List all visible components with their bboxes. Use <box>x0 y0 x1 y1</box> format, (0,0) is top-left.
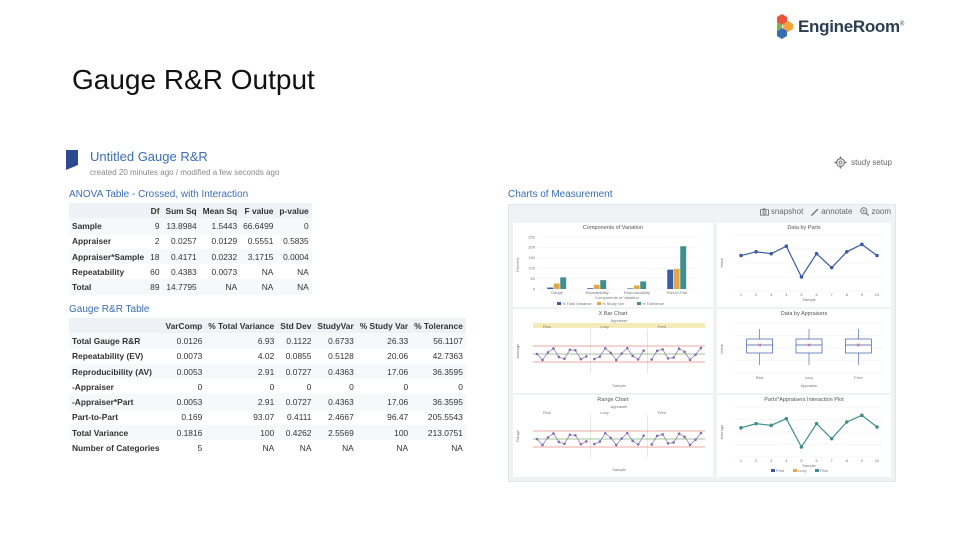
table-row <box>69 333 466 348</box>
table-cell: 96.47 <box>387 412 409 423</box>
y-tick-label: 150 <box>528 255 535 261</box>
table-cell: NA <box>299 443 312 454</box>
annotate-label: annotate <box>821 207 853 216</box>
data-point <box>875 425 879 429</box>
study-setup-label: study setup <box>851 158 892 167</box>
data-point <box>815 422 819 426</box>
table-cell: 1.5443 <box>200 218 240 233</box>
row-label: -Appraiser*Part <box>69 394 163 409</box>
slide-title: Gauge R&R Output <box>72 64 315 95</box>
table-cell: 60 <box>150 266 160 277</box>
table-cell: 2.5569 <box>314 425 356 440</box>
table-cell: 9 <box>147 218 162 233</box>
table-cell: 18 <box>147 249 162 264</box>
row-label: Sample <box>69 218 147 233</box>
interaction-plot-chart <box>717 395 891 477</box>
data-point <box>830 266 834 270</box>
bar <box>560 277 566 289</box>
group-label: Fred <box>657 410 666 415</box>
x-tick-label: Gauge <box>550 290 564 295</box>
y-axis-label: Average <box>719 424 724 440</box>
x-tick-label: Repeatability <box>585 290 609 295</box>
table-cell: 4.02 <box>257 351 275 362</box>
group-label: Rick <box>543 410 551 415</box>
table-row <box>69 249 312 264</box>
appraisers-plot <box>717 309 891 393</box>
row-label: Number of Categories <box>72 443 160 454</box>
x-axis-label: Sample <box>612 467 626 472</box>
appraiser-label: Appraiser <box>610 318 628 323</box>
group-label: Lucy <box>600 410 609 415</box>
x-tick-label: 9 <box>860 458 864 463</box>
y-tick-label: 200 <box>528 244 535 250</box>
table-row <box>69 410 466 425</box>
row-label: Appraiser <box>72 236 112 247</box>
logo-text: EngineRoom® <box>798 17 904 36</box>
table-cell: 20.06 <box>387 351 409 362</box>
snapshot-button[interactable] <box>760 207 803 216</box>
data-by-parts-chart <box>717 223 891 307</box>
row-label: Repeatability <box>72 266 125 277</box>
table-cell: NA <box>200 279 240 294</box>
chart-title: Parts*Appraisers Interaction Plot <box>764 397 844 403</box>
y-axis-label: Value <box>719 344 724 354</box>
data-point <box>769 424 773 428</box>
y-axis-label: Range <box>515 430 520 442</box>
bar <box>640 281 646 289</box>
bar <box>627 288 633 289</box>
table-cell: 14.7795 <box>162 279 199 294</box>
gauge-rr-app <box>66 146 894 482</box>
data-point <box>593 443 596 446</box>
table-row <box>69 279 312 294</box>
table-cell: 17.06 <box>357 394 411 409</box>
group-label: Fred <box>657 324 666 329</box>
x-tick-label: 3 <box>770 292 773 297</box>
y-tick-label: 100 <box>528 265 535 271</box>
table-cell: 2.91 <box>205 394 277 409</box>
legend-swatch <box>771 469 775 472</box>
x-tick-label: 4 <box>785 458 788 463</box>
charts-panel <box>508 204 896 482</box>
data-point <box>739 254 743 258</box>
row-label: Part-to-Part <box>72 412 119 423</box>
table-cell: 17.06 <box>357 364 411 379</box>
table-row <box>69 234 312 249</box>
table-cell: 0.4383 <box>171 266 197 277</box>
table-cell: 2 <box>154 236 160 247</box>
table-cell: 36.3595 <box>411 364 466 379</box>
table-cell: NA <box>276 279 311 294</box>
x-tick-label: 4 <box>785 292 788 297</box>
data-point <box>739 426 743 430</box>
mean-marker: × <box>806 342 812 350</box>
column-header: p-value <box>276 203 311 218</box>
table-cell: 100 <box>205 425 277 440</box>
table-row <box>69 264 312 279</box>
data-point <box>845 250 849 254</box>
data-point <box>754 422 758 426</box>
row-label: Appraiser*Sample <box>69 249 147 264</box>
table-cell: 0 <box>306 381 312 392</box>
charts-title: Charts of Measurement <box>508 189 613 200</box>
column-header: StudyVar <box>314 318 356 333</box>
x-tick-label: 7 <box>830 292 833 297</box>
x-tick-label: 5 <box>800 458 803 463</box>
table-cell: 0.0855 <box>285 351 312 362</box>
table-cell: 0.0257 <box>171 236 197 247</box>
x-tick-label: 8 <box>845 292 848 297</box>
legend-label: % Study Var <box>602 301 624 306</box>
x-bar-chart <box>513 309 713 393</box>
table-cell: 0 <box>276 218 311 233</box>
data-point <box>845 420 849 424</box>
series-line <box>741 415 877 447</box>
y-tick-label: 0 <box>532 286 535 292</box>
table-cell: 93.07 <box>253 412 275 423</box>
column-header <box>69 203 147 218</box>
table-cell: 66.6499 <box>240 218 276 233</box>
legend-swatch <box>793 469 797 472</box>
table-cell: 0.5128 <box>328 351 354 362</box>
table-cell: 0.6733 <box>314 333 356 348</box>
table-row <box>69 349 466 364</box>
y-axis-label: Percent <box>515 258 520 272</box>
column-header: % Total Variance <box>205 318 277 333</box>
table-cell: 0.5835 <box>283 236 309 247</box>
x-axis-label: Sample <box>802 297 816 302</box>
parts-plot <box>717 223 891 307</box>
table-cell: 13.8984 <box>162 218 199 233</box>
bar <box>587 288 593 289</box>
data-point <box>860 414 864 418</box>
row-label: Reproducibility (AV) <box>69 364 163 379</box>
data-point <box>785 417 789 421</box>
x-tick-label: 5 <box>800 292 803 297</box>
table-cell: 5 <box>197 443 203 454</box>
y-tick-label: 50 <box>530 275 535 281</box>
table-cell: 100 <box>357 425 411 440</box>
table-cell: NA <box>342 443 354 454</box>
legend-swatch <box>557 302 561 305</box>
study-flag-icon <box>66 150 78 170</box>
table-cell: 0.0727 <box>277 364 314 379</box>
x-tick-label: 10 <box>874 292 880 297</box>
table-cell: 0 <box>403 381 409 392</box>
legend-swatch <box>815 469 819 472</box>
pencil-icon <box>811 208 819 216</box>
column-header: Std Dev <box>277 318 314 333</box>
row-label: Total <box>69 279 147 294</box>
table-cell: 0.4171 <box>162 249 199 264</box>
data-point <box>769 252 773 256</box>
table-cell: NA <box>240 279 276 294</box>
x-tick-label: 2 <box>754 292 758 297</box>
table-cell: 36.3595 <box>411 394 466 409</box>
table-cell: 2.91 <box>205 364 277 379</box>
table-row <box>69 218 312 233</box>
table-cell: NA <box>451 443 463 454</box>
bar <box>594 285 600 289</box>
legend-label: Fred <box>776 468 785 473</box>
table-cell: 0 <box>269 381 275 392</box>
x-tick-label: 9 <box>860 292 864 297</box>
table-cell: 0 <box>197 381 203 392</box>
table-cell: 0.0126 <box>163 333 206 348</box>
x-tick-label: 6 <box>815 458 818 463</box>
table-cell: 0.0129 <box>211 236 238 247</box>
legend-label: % Total Variance <box>562 301 592 306</box>
table-row <box>69 394 466 409</box>
bar <box>547 288 553 289</box>
range-plot <box>513 395 713 477</box>
x-tick-label: Part-to-Part <box>666 290 688 295</box>
zoom-icon <box>860 207 869 216</box>
x-axis-label: Sample <box>802 463 816 468</box>
components-of-variation-chart <box>513 223 713 307</box>
column-header: Mean Sq <box>200 203 240 218</box>
table-cell: 0 <box>349 381 354 392</box>
legend-label: % Tolerance <box>642 301 664 306</box>
x-tick-label: 7 <box>830 458 833 463</box>
bar <box>680 246 686 289</box>
y-tick-label: 250 <box>528 234 535 240</box>
table-cell: NA <box>396 443 409 454</box>
table-cell: 0.4111 <box>287 412 312 423</box>
row-label: -Appraiser <box>72 381 114 392</box>
table-cell: 42.7363 <box>432 351 463 362</box>
table-cell: 0.4363 <box>314 364 356 379</box>
column-header: Sum Sq <box>162 203 199 218</box>
table-cell: 0 <box>458 381 463 392</box>
table-cell: NA <box>261 266 274 277</box>
x-tick-label: Lucy <box>804 375 814 380</box>
interaction-plot <box>717 395 891 477</box>
column-header: % Tolerance <box>411 318 466 333</box>
chart-title: Data by Appraisers <box>780 311 828 317</box>
chart-title: Data by Parts <box>787 225 821 231</box>
table-cell: 56.1107 <box>411 333 466 348</box>
table-cell: 213.0751 <box>411 425 466 440</box>
study-timestamp: created 20 minutes ago / modified a few seconds ago <box>90 168 280 177</box>
table-cell: 0.0053 <box>163 394 206 409</box>
legend-label: Lucy <box>798 468 807 473</box>
data-point <box>830 437 834 441</box>
chart-title: Components of Variation <box>582 225 644 231</box>
gauge-rr-title: Gauge R&R Table <box>69 304 150 315</box>
components-plot <box>513 223 713 307</box>
legend-label: Rick <box>820 468 828 473</box>
row-label: Total Gauge R&R <box>69 333 163 348</box>
table-cell: 0.1122 <box>277 333 314 348</box>
annotate-button[interactable] <box>811 207 852 216</box>
zoom-label: zoom <box>871 207 891 216</box>
hexagon-logo-icon <box>776 14 794 40</box>
x-axis-label: Appraiser <box>800 383 818 388</box>
x-tick-label: 1 <box>739 458 743 463</box>
table-cell: 0.4363 <box>314 394 356 409</box>
snapshot-label: snapshot <box>770 207 804 216</box>
table-cell: 0.0073 <box>211 266 238 277</box>
bar <box>667 270 673 289</box>
data-point <box>800 445 804 449</box>
x-axis-label: Sample <box>612 383 626 388</box>
y-axis-label: Value <box>719 258 724 268</box>
x-tick-label: Rick <box>755 375 764 380</box>
data-point <box>800 275 804 279</box>
table-row <box>69 425 466 440</box>
table-row <box>69 440 466 455</box>
table-cell: 89 <box>147 279 162 294</box>
data-point <box>815 252 819 256</box>
x-tick-label: 6 <box>815 292 818 297</box>
column-header: F value <box>240 203 276 218</box>
table-cell: 0.169 <box>181 412 203 423</box>
table-cell: 3.1715 <box>240 249 276 264</box>
bar <box>600 280 606 289</box>
row-label: Total Variance <box>69 425 163 440</box>
x-tick-label: Fred <box>854 375 863 380</box>
row-label: Repeatability (EV) <box>72 351 144 362</box>
bar <box>554 284 560 289</box>
x-tick-label: 3 <box>770 458 773 463</box>
anova-table <box>69 203 312 295</box>
x-axis-label: Components of Variation <box>595 295 639 300</box>
data-point <box>754 250 758 254</box>
legend-swatch <box>637 302 641 305</box>
y-axis-label: Average <box>515 343 520 359</box>
table-row <box>69 379 466 394</box>
anova-title: ANOVA Table - Crossed, with Interaction <box>69 189 249 200</box>
study-title[interactable]: Untitled Gauge R&R <box>90 149 208 164</box>
table-cell: 6.93 <box>205 333 277 348</box>
chart-toolbar <box>760 207 891 216</box>
table-cell: 0.0727 <box>277 394 314 409</box>
data-point <box>860 243 864 247</box>
group-label: Rick <box>543 324 551 329</box>
group-label: Lucy <box>600 324 609 329</box>
chart-title: X Bar Chart <box>598 311 628 317</box>
data-point <box>875 254 879 258</box>
table-cell: 0.0232 <box>200 249 240 264</box>
column-header: Df <box>147 203 162 218</box>
x-tick-label: Reproducibility <box>623 290 651 295</box>
appraiser-label: Appraiser <box>610 404 628 409</box>
bar <box>634 285 640 289</box>
x-tick-label: 1 <box>739 292 743 297</box>
column-header: % Study Var <box>357 318 411 333</box>
table-cell: 0.1816 <box>163 425 206 440</box>
x-tick-label: 8 <box>845 458 848 463</box>
table-cell: 2.4667 <box>328 412 354 423</box>
table-row <box>69 364 466 379</box>
data-point <box>593 358 596 361</box>
table-cell: 0.0073 <box>176 351 203 362</box>
column-header: VarComp <box>163 318 206 333</box>
column-header <box>69 318 163 333</box>
table-cell: NA <box>297 266 309 277</box>
table-cell: 26.33 <box>357 333 411 348</box>
chart-title: Range Chart <box>597 397 629 403</box>
x-tick-label: 2 <box>754 458 758 463</box>
engineroom-logo <box>776 14 904 40</box>
table-cell: 0.5551 <box>247 236 274 247</box>
mean-marker: × <box>856 342 861 350</box>
xbar-plot <box>513 309 713 393</box>
table-cell: 0.0053 <box>163 364 206 379</box>
data-by-appraisers-chart <box>717 309 891 393</box>
zoom-button[interactable] <box>860 207 891 216</box>
gauge-rr-table <box>69 318 466 456</box>
appraiser-band <box>533 323 705 328</box>
table-cell: 205.5543 <box>427 412 463 423</box>
mean-marker: × <box>757 342 762 350</box>
study-setup-button[interactable] <box>834 156 892 169</box>
table-cell: 0.4262 <box>277 425 314 440</box>
bar <box>674 269 680 289</box>
gear-icon <box>834 156 847 169</box>
range-chart <box>513 395 713 477</box>
table-cell: 0.0004 <box>276 249 311 264</box>
legend-swatch <box>597 302 601 305</box>
camera-icon <box>760 208 769 216</box>
x-tick-label: 10 <box>874 458 880 463</box>
data-point <box>785 244 789 248</box>
table-cell: NA <box>262 443 275 454</box>
